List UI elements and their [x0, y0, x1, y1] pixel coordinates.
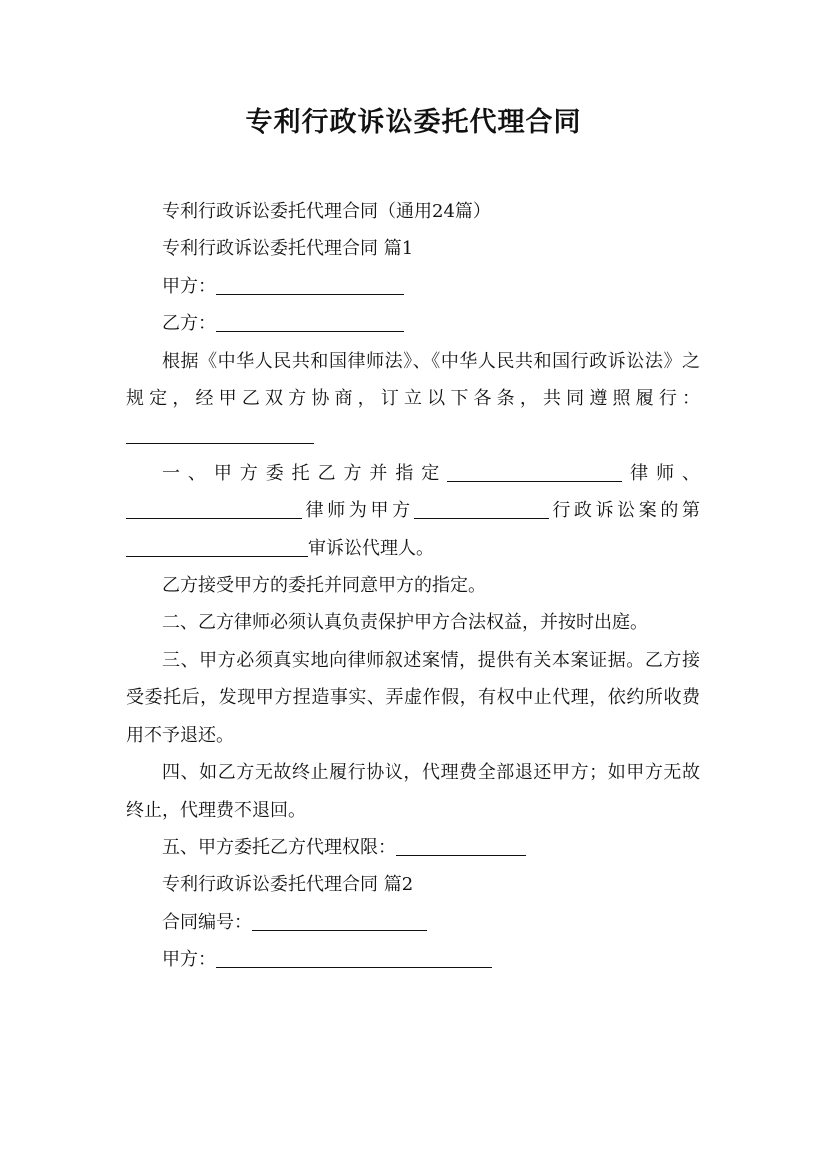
contract-number-label: 合同编号： [162, 911, 252, 933]
document-body [126, 193, 700, 979]
section-heading-1-text: 专利行政诉讼委托代理合同 篇1 [162, 238, 414, 260]
paragraph-party-a-2 [126, 941, 700, 978]
basis-blank [126, 425, 314, 444]
paragraph-basis [126, 343, 700, 455]
paragraph-clause-3 [126, 642, 700, 754]
clause-1-part3: 律师为甲方 [302, 500, 414, 522]
clause-1-blank-instance [126, 538, 308, 557]
clause-1-part1: 一、甲方委托乙方并指定 [162, 462, 448, 484]
paragraph-accept [126, 567, 700, 604]
party-a-blank [216, 276, 404, 295]
paragraph-contract-number [126, 904, 700, 941]
paragraph-party-a [126, 268, 700, 305]
paragraph-section-heading-2 [126, 866, 700, 903]
clause-1-part5: 审诉讼代理人。 [308, 537, 434, 559]
clause-1-blank-lawyer-1 [447, 463, 622, 482]
paragraph-party-b [126, 305, 700, 342]
party-a-label: 甲方： [162, 275, 216, 297]
accept-text: 乙方接受甲方的委托并同意甲方的指定。 [162, 575, 486, 597]
section-heading-2-text: 专利行政诉讼委托代理合同 篇2 [162, 874, 414, 896]
document-title: 专利行政诉讼委托代理合同 [245, 107, 582, 138]
clause-3-text: 三、甲方必须真实地向律师叙述案情，提供有关本案证据。乙方接受委托后，发现甲方捏造事实、弄虚作假，有权中止代理，依约所收费用不予退还。 [126, 649, 700, 746]
clause-1-blank-case [414, 500, 549, 519]
party-b-blank [216, 313, 404, 332]
clause-4-text: 四、如乙方无故终止履行协议，代理费全部退还甲方；如甲方无故终止，代理费不退回。 [126, 762, 700, 821]
basis-text: 根据《中华人民共和国律师法》、《中华人民共和国行政诉讼法》之规定，经甲乙双方协商，订立以下各条，共同遵照履行： [126, 350, 700, 410]
collection-title-text: 专利行政诉讼委托代理合同（通用24篇） [162, 201, 491, 222]
contract-number-blank [252, 912, 427, 931]
clause-1-part4: 行政诉讼案的第 [548, 500, 701, 522]
clause-5-blank [396, 837, 526, 856]
paragraph-collection-title [126, 193, 700, 230]
party-a-2-label: 甲方： [162, 949, 216, 971]
paragraph-clause-5 [126, 829, 700, 866]
party-a-2-blank [216, 949, 492, 968]
clause-1-blank-lawyer-2 [126, 500, 302, 519]
paragraph-clause-4 [126, 754, 700, 829]
party-b-label: 乙方： [162, 313, 216, 335]
clause-5-text: 五、甲方委托乙方代理权限： [162, 836, 396, 858]
clause-2-text: 二、乙方律师必须认真负责保护甲方合法权益，并按时出庭。 [162, 612, 648, 634]
paragraph-clause-1 [126, 455, 700, 567]
clause-1-part2: 律师、 [622, 462, 701, 484]
paragraph-section-heading-1 [126, 230, 700, 267]
paragraph-clause-2 [126, 604, 700, 641]
